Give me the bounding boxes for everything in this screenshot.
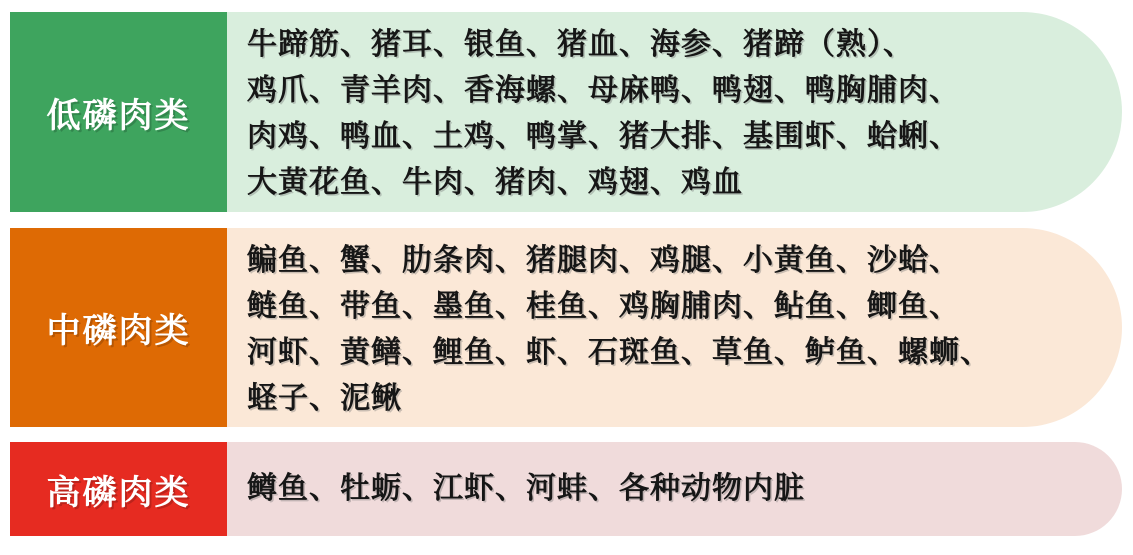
category-label-medium-phosphorus [10, 228, 227, 427]
item-line: 鳊鱼、蟹、肋条肉、猪腿肉、鸡腿、小黄鱼、沙蛤、 [247, 244, 960, 277]
item-line: 鸡爪、青羊肉、香海螺、母麻鸭、鸭翅、鸭胸脯肉、 [247, 74, 960, 107]
row-medium-phosphorus [10, 228, 1122, 427]
item-line: 鳟鱼、牡蛎、江虾、河蚌、各种动物内脏 [247, 472, 805, 505]
category-label-text: 中磷肉类 [46, 312, 191, 350]
category-label-text: 低磷肉类 [46, 96, 191, 135]
category-label-text: 高磷肉类 [46, 473, 191, 512]
category-items-high-phosphorus [227, 442, 1122, 536]
category-label-low-phosphorus [10, 12, 227, 212]
category-label-high-phosphorus [10, 442, 227, 536]
item-line: 河虾、黄鳝、鲤鱼、虾、石斑鱼、草鱼、鲈鱼、螺蛳、 [247, 336, 991, 369]
row-high-phosphorus [10, 442, 1122, 536]
item-line: 肉鸡、鸭血、土鸡、鸭掌、猪大排、基围虾、蛤蜊、 [247, 120, 960, 153]
row-low-phosphorus [10, 12, 1122, 212]
category-items-medium-phosphorus [227, 228, 1122, 427]
item-line: 牛蹄筋、猪耳、银鱼、猪血、海参、猪蹄（熟）、 [247, 28, 914, 61]
item-line: 鲢鱼、带鱼、墨鱼、桂鱼、鸡胸脯肉、鲇鱼、鲫鱼、 [247, 290, 960, 323]
category-items-low-phosphorus [227, 12, 1122, 212]
item-line: 蛏子、泥鳅 [247, 382, 402, 415]
item-line: 大黄花鱼、牛肉、猪肉、鸡翅、鸡血 [247, 166, 743, 199]
